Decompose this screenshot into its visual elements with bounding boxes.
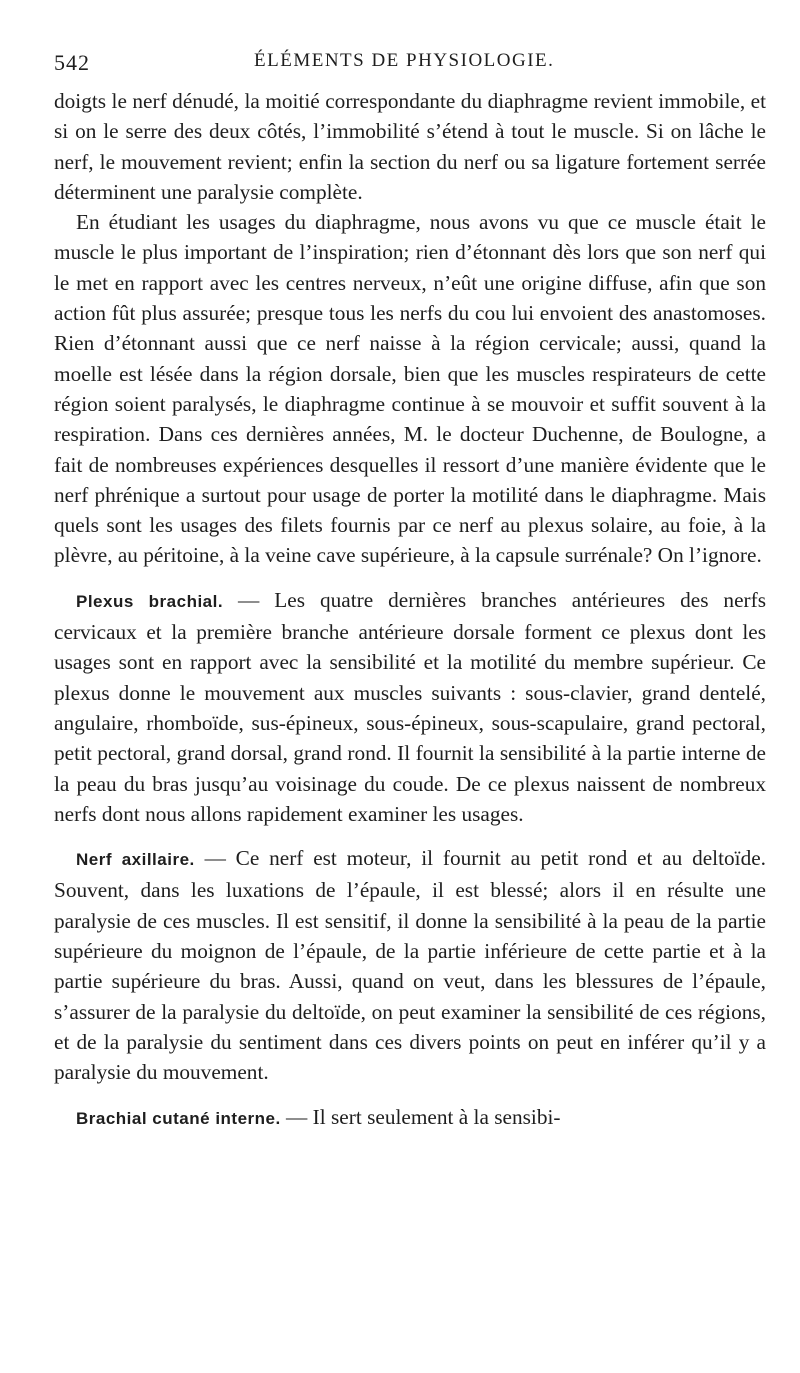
section-text: — Ce nerf est moteur, il fournit au petit rond et au deltoïde. Souvent, dans les luxations de l’épaule, il est blessé; alors il en résulte une paralysie de ces muscles. Il est sensitif, il donne la sensibilité à la peau de la partie supérieure du moignon de l’épaule, de la partie inférieure de cette partie et à la partie supérieure du bras. Aussi, quand on veut, dans les blessures de l’épaule, s’assurer de la paralysie du deltoïde, on peut examiner la sensibilité de ces régions, et de la paralysie du sentiment dans ces divers points on peut en inférer qu’il y a paralysie du mouvement. xyxy=(54,846,767,1085)
section-plexus-brachial xyxy=(54,585,766,829)
section-heading: Plexus brachial. xyxy=(76,591,224,611)
section-text: — Il sert seulement à la sensibi- xyxy=(280,1104,561,1129)
section-brachial-cutane xyxy=(54,1102,766,1134)
running-head xyxy=(54,50,766,86)
section-nerf-axillaire xyxy=(54,843,766,1087)
paragraph-diaphragm: En étudiant les usages du diaphragme, nous avons vu que ce muscle était le muscle le plus important de l’inspiration; rien d’étonnant dès lors que son nerf qui le met en rapport avec les centres nerveux, n’eût une origine diffuse, afin que son action fût plus assurée; presque tous les nerfs du cou lui envoient des anastomoses. Rien d’étonnant aussi que ce nerf naisse à la région cervicale; aussi, quand la moelle est lésée dans la région dorsale, bien que les muscles respirateurs de cette région soient paralysés, le diaphragme continue à se mouvoir et suffit souvent à la respiration. Dans ces dernières années, M. le docteur Duchenne, de Boulogne, a fait de nombreuses expériences desquelles il ressort d’une manière évidente que le nerf phrénique a surtout pour usage de porter la motilité dans le diaphragme. Mais quels sont les usages des filets fournis par ce nerf au plexus solaire, au foie, à la plèvre, au péritoine, à la veine cave supérieure, à la capsule surrénale? On l’ignore. xyxy=(54,210,766,568)
page-number: 542 xyxy=(54,50,90,75)
paragraph-continued: doigts le nerf dénudé, la moitié correspondante du diaphragme revient immobile, et si on le serre des deux côtés, l’immobilité s’étend à tout le muscle. Si on lâche le nerf, le mouvement revient; enfin la section du nerf ou sa ligature fortement serrée déterminent une paralysie complète. xyxy=(54,89,766,204)
book-page xyxy=(54,50,766,1134)
section-text: — Les quatre dernières branches antérieures des nerfs cervicaux et la première branche antérieure dorsale forment ce plexus dont les usages sont en rapport avec la sensibilité et la motilité du membre supérieur. Ce plexus donne le mouvement aux muscles suivants : sous-clavier, grand dentelé, angulaire, rhomboïde, sus-épineux, sous-épineux, sous-scapulaire, grand pectoral, petit pectoral, grand dorsal, grand rond. Il fournit la sensibilité à la partie interne de la peau du bras jusqu’au voisinage du coude. De ce plexus naissent de nombreux nerfs dont nous allons rapidement examiner les usages. xyxy=(54,587,767,826)
section-heading: Brachial cutané interne. xyxy=(76,1108,281,1128)
section-heading: Nerf axillaire. xyxy=(76,850,195,870)
running-title: ÉLÉMENTS DE PHYSIOLOGIE. xyxy=(254,50,555,71)
